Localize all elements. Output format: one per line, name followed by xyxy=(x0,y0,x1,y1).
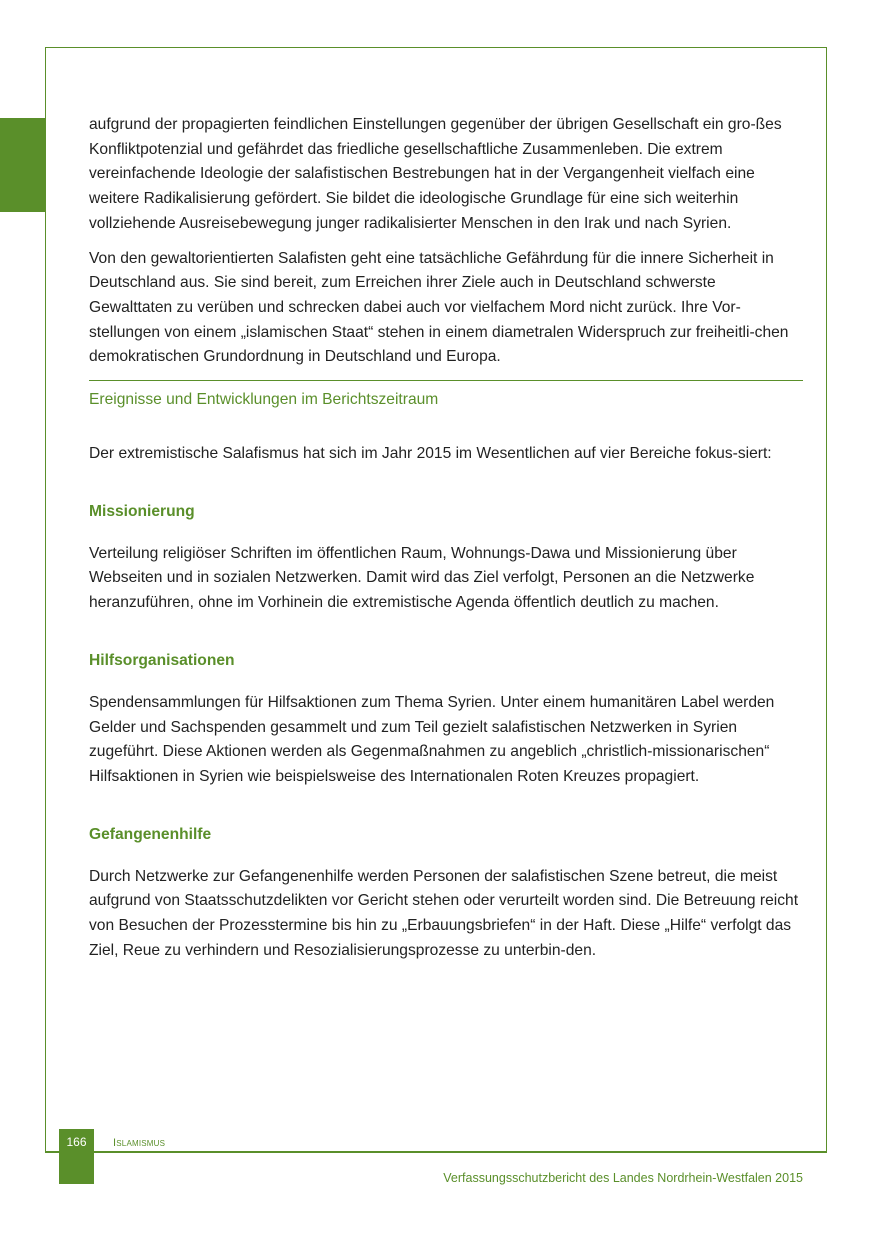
section-intro: Der extremistische Salafismus hat sich im Jahr 2015 im Wesentlichen auf vier Bereiche fokus-siert: xyxy=(89,445,772,463)
running-head: Islamismus xyxy=(113,1137,166,1149)
section-title: Ereignisse und Entwicklungen im Berichtszeitraum xyxy=(89,391,439,409)
subsection-gefangenenhilfe xyxy=(89,823,803,964)
subsection-hilfsorganisationen xyxy=(89,649,803,790)
subsection-heading: Gefangenenhilfe xyxy=(89,825,212,843)
subsection-heading: Hilfsorganisationen xyxy=(89,651,235,669)
subsection-text: Spendensammlungen für Hilfsaktionen zum Thema Syrien. Unter einem humanitären Label werden Gelder und Sachspenden gesammelt und zum Teil gezielt salafistischen Netzwerken in Syrien zugeführt. Diese Aktionen werden als Gegenmaßnahmen zu angeblich „christlich-missionarischen“ Hilfsaktionen in Syrien wie beispielsweise des Internationalen Roten Kreuzes propagiert. xyxy=(89,693,775,785)
intro-paragraph-2: Von den gewaltorientierten Salafisten geht eine tatsächliche Gefährdung für die innere Sicherheit in Deutschland aus. Sie sind bereit, zum Erreichen ihrer Ziele auch in Deutschland schwerste Gewalttaten zu verüben und schrecken dabei auch vor vielfachem Mord nicht zurück. Ihre Vor-stellungen von einem „islamischen Staat“ stehen in einem diametralen Widerspruch zur freiheitli-chen demokratischen Grundordnung in Deutschland und Europa. xyxy=(89,249,789,366)
subsection-heading: Missionierung xyxy=(89,502,195,520)
subsection-text: Durch Netzwerke zur Gefangenenhilfe werden Personen der salafistischen Szene betreut, die meist aufgrund von Staatsschutzdelikten vor Gericht stehen oder verurteilt worden sind. Die Betreuung reicht von Besuchen der Prozesstermine bis hin zu „Erbauungsbriefen“ in der Haft. Diese „Hilfe“ verfolgt das Ziel, Reue zu verhindern und Resozialisierungsprozesse zu unterbin-den. xyxy=(89,867,799,959)
intro-paragraph-1: aufgrund der propagierten feindlichen Einstellungen gegenüber der übrigen Gesellschaft ein gro-ßes Konfliktpotenzial und gefährdet das friedliche gesellschaftliche Zusammenleben. Die extrem vereinfachende Ideologie der salafistischen Bestrebungen hat in der Vergangenheit vielfach eine weitere Radikalisierung gefördert. Sie bildet die ideologische Grundlage für eine sich weiterhin vollziehende Ausreisebewegung junger radikalisierter Menschen in den Irak und nach Syrien. xyxy=(89,116,782,232)
main-content xyxy=(89,113,803,973)
publication-title: Verfassungsschutzbericht des Landes Nordrhein-Westfalen 2015 xyxy=(443,1171,803,1185)
section-divider xyxy=(89,380,803,381)
subsection-text: Verteilung religiöser Schriften im öffentlichen Raum, Wohnungs-Dawa und Missionierung über Webseiten und in sozialen Netzwerken. Damit wird das Ziel verfolgt, Personen an die Netzwerke heranzuführen, ohne im Vorhinein die extremistische Agenda öffentlich deutlich zu machen. xyxy=(89,544,755,612)
page-number: 166 xyxy=(66,1135,87,1149)
chapter-tab-marker xyxy=(0,118,45,212)
subsection-missionierung xyxy=(89,500,803,616)
